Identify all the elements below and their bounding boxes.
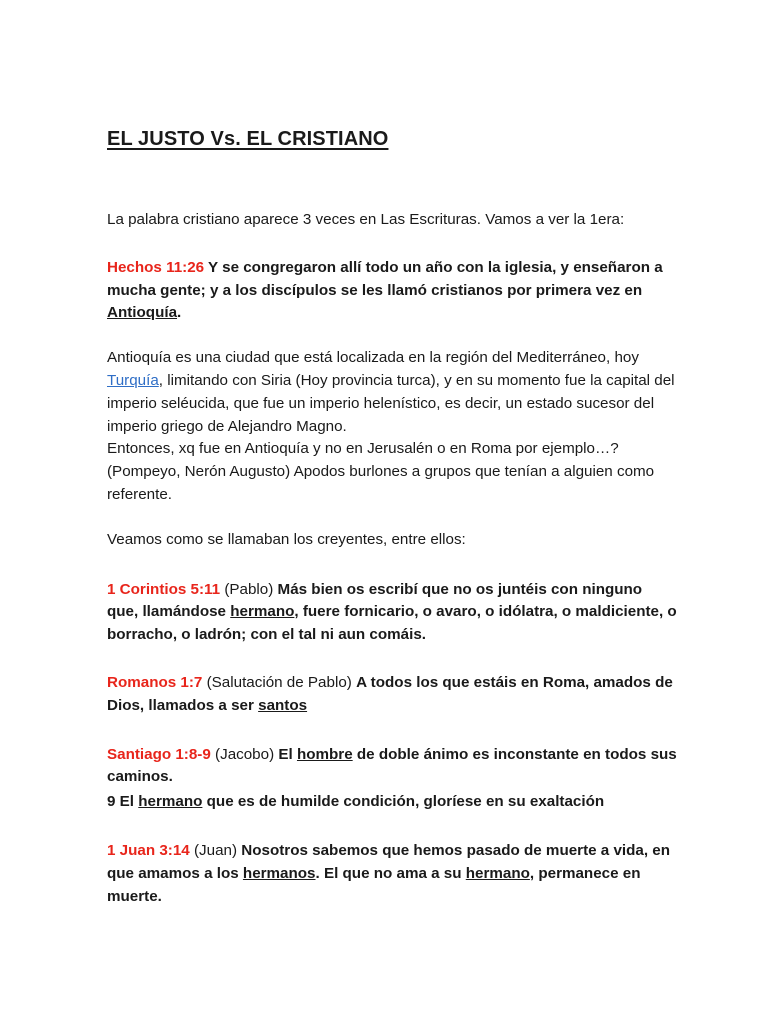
antioquia-paragraph [107,347,677,438]
santiago-text1: El [278,745,293,763]
intro-paragraph: La palabra cristiano aparece 3 veces en Las Escrituras. Vamos a ver la 1era: [107,211,625,228]
romanos-author: (Salutación de Pablo) [206,673,352,691]
romanos-text1: A todos los que estáis en Roma, amados de Dios, llamados a ser [107,673,673,714]
santiago-author: (Jacobo) [215,745,275,763]
romanos-key: santos [258,696,308,714]
corintios-author: (Pablo) [224,580,274,598]
entonces-paragraph: Entonces, xq fue en Antioquía y no en Jerusalén o en Roma por ejemplo…? (Pompeyo, Nerón Augusto) Apodos burlones a grupos que tenían a alguien como referente. [107,440,655,503]
corintios-key: hermano [230,603,295,621]
antioquia-part1: Antioquía es una ciudad que está localizada en la región del Mediterráneo, hoy [107,349,639,367]
hechos-ref: Hechos 11:26 [107,258,205,276]
corintios-ref: 1 Corintios 5:11 [107,580,221,598]
santiago-verse-9 [107,791,677,814]
antioquia-part2: , limitando con Siria (Hoy provincia turca), y en su momento fue la capital del imperio seléucida, que fue un imperio helenístico, es decir, un estado sucesor del imperio griego de Alejandro Magno. [107,371,675,435]
hechos-place: Antioquía [107,304,178,322]
hechos-text: Y se congregaron allí todo un año con la iglesia, y enseñaron a mucha gente; y a los discípulos se les llamó cristianos por primera vez en [107,258,663,299]
document-body [107,128,677,908]
juan-ref: 1 Juan 3:14 [107,841,190,859]
turquia-link[interactable]: Turquía [107,371,159,389]
santiago-v9-b: que es de humilde condición, gloríese en su exaltación [206,793,605,811]
juan-author: (Juan) [193,841,238,859]
romanos-ref: Romanos 1:7 [107,673,203,691]
document-title: EL JUSTO Vs. EL CRISTIANO [107,128,389,150]
santiago-text2: de doble ánimo es inconstante en todos sus caminos. [107,745,677,786]
santiago-key: hombre [296,745,353,763]
romanos-verse [107,672,677,718]
juan-text1: Nosotros sabemos que hemos pasado de muerte a vida, en que amamos a los [107,841,671,882]
santiago-ref: Santiago 1:8-9 [107,745,211,763]
hechos-verse [107,257,677,325]
corintios-verse [107,579,677,647]
santiago-verse [107,744,677,790]
juan-text2: . El que no ama a su [315,864,462,882]
veamos-paragraph: Veamos como se llamaban los creyentes, entre ellos: [107,530,466,548]
juan-key2: hermano [465,864,530,882]
santiago-v9-a: 9 El [107,793,135,811]
corintios-text1: Más bien os escribí que no os juntéis con ninguno que, llamándose [107,580,643,621]
juan-verse [107,840,677,908]
corintios-text2: , fuere fornicario, o avaro, o idólatra, o maldiciente, o borracho, o ladrón; con el tal ni aun comáis. [107,603,677,644]
juan-text3: , permanece en muerte. [107,864,641,905]
juan-key1: hermanos [242,864,316,882]
hechos-end: . [177,304,182,322]
santiago-v9-key: hermano [138,793,203,811]
